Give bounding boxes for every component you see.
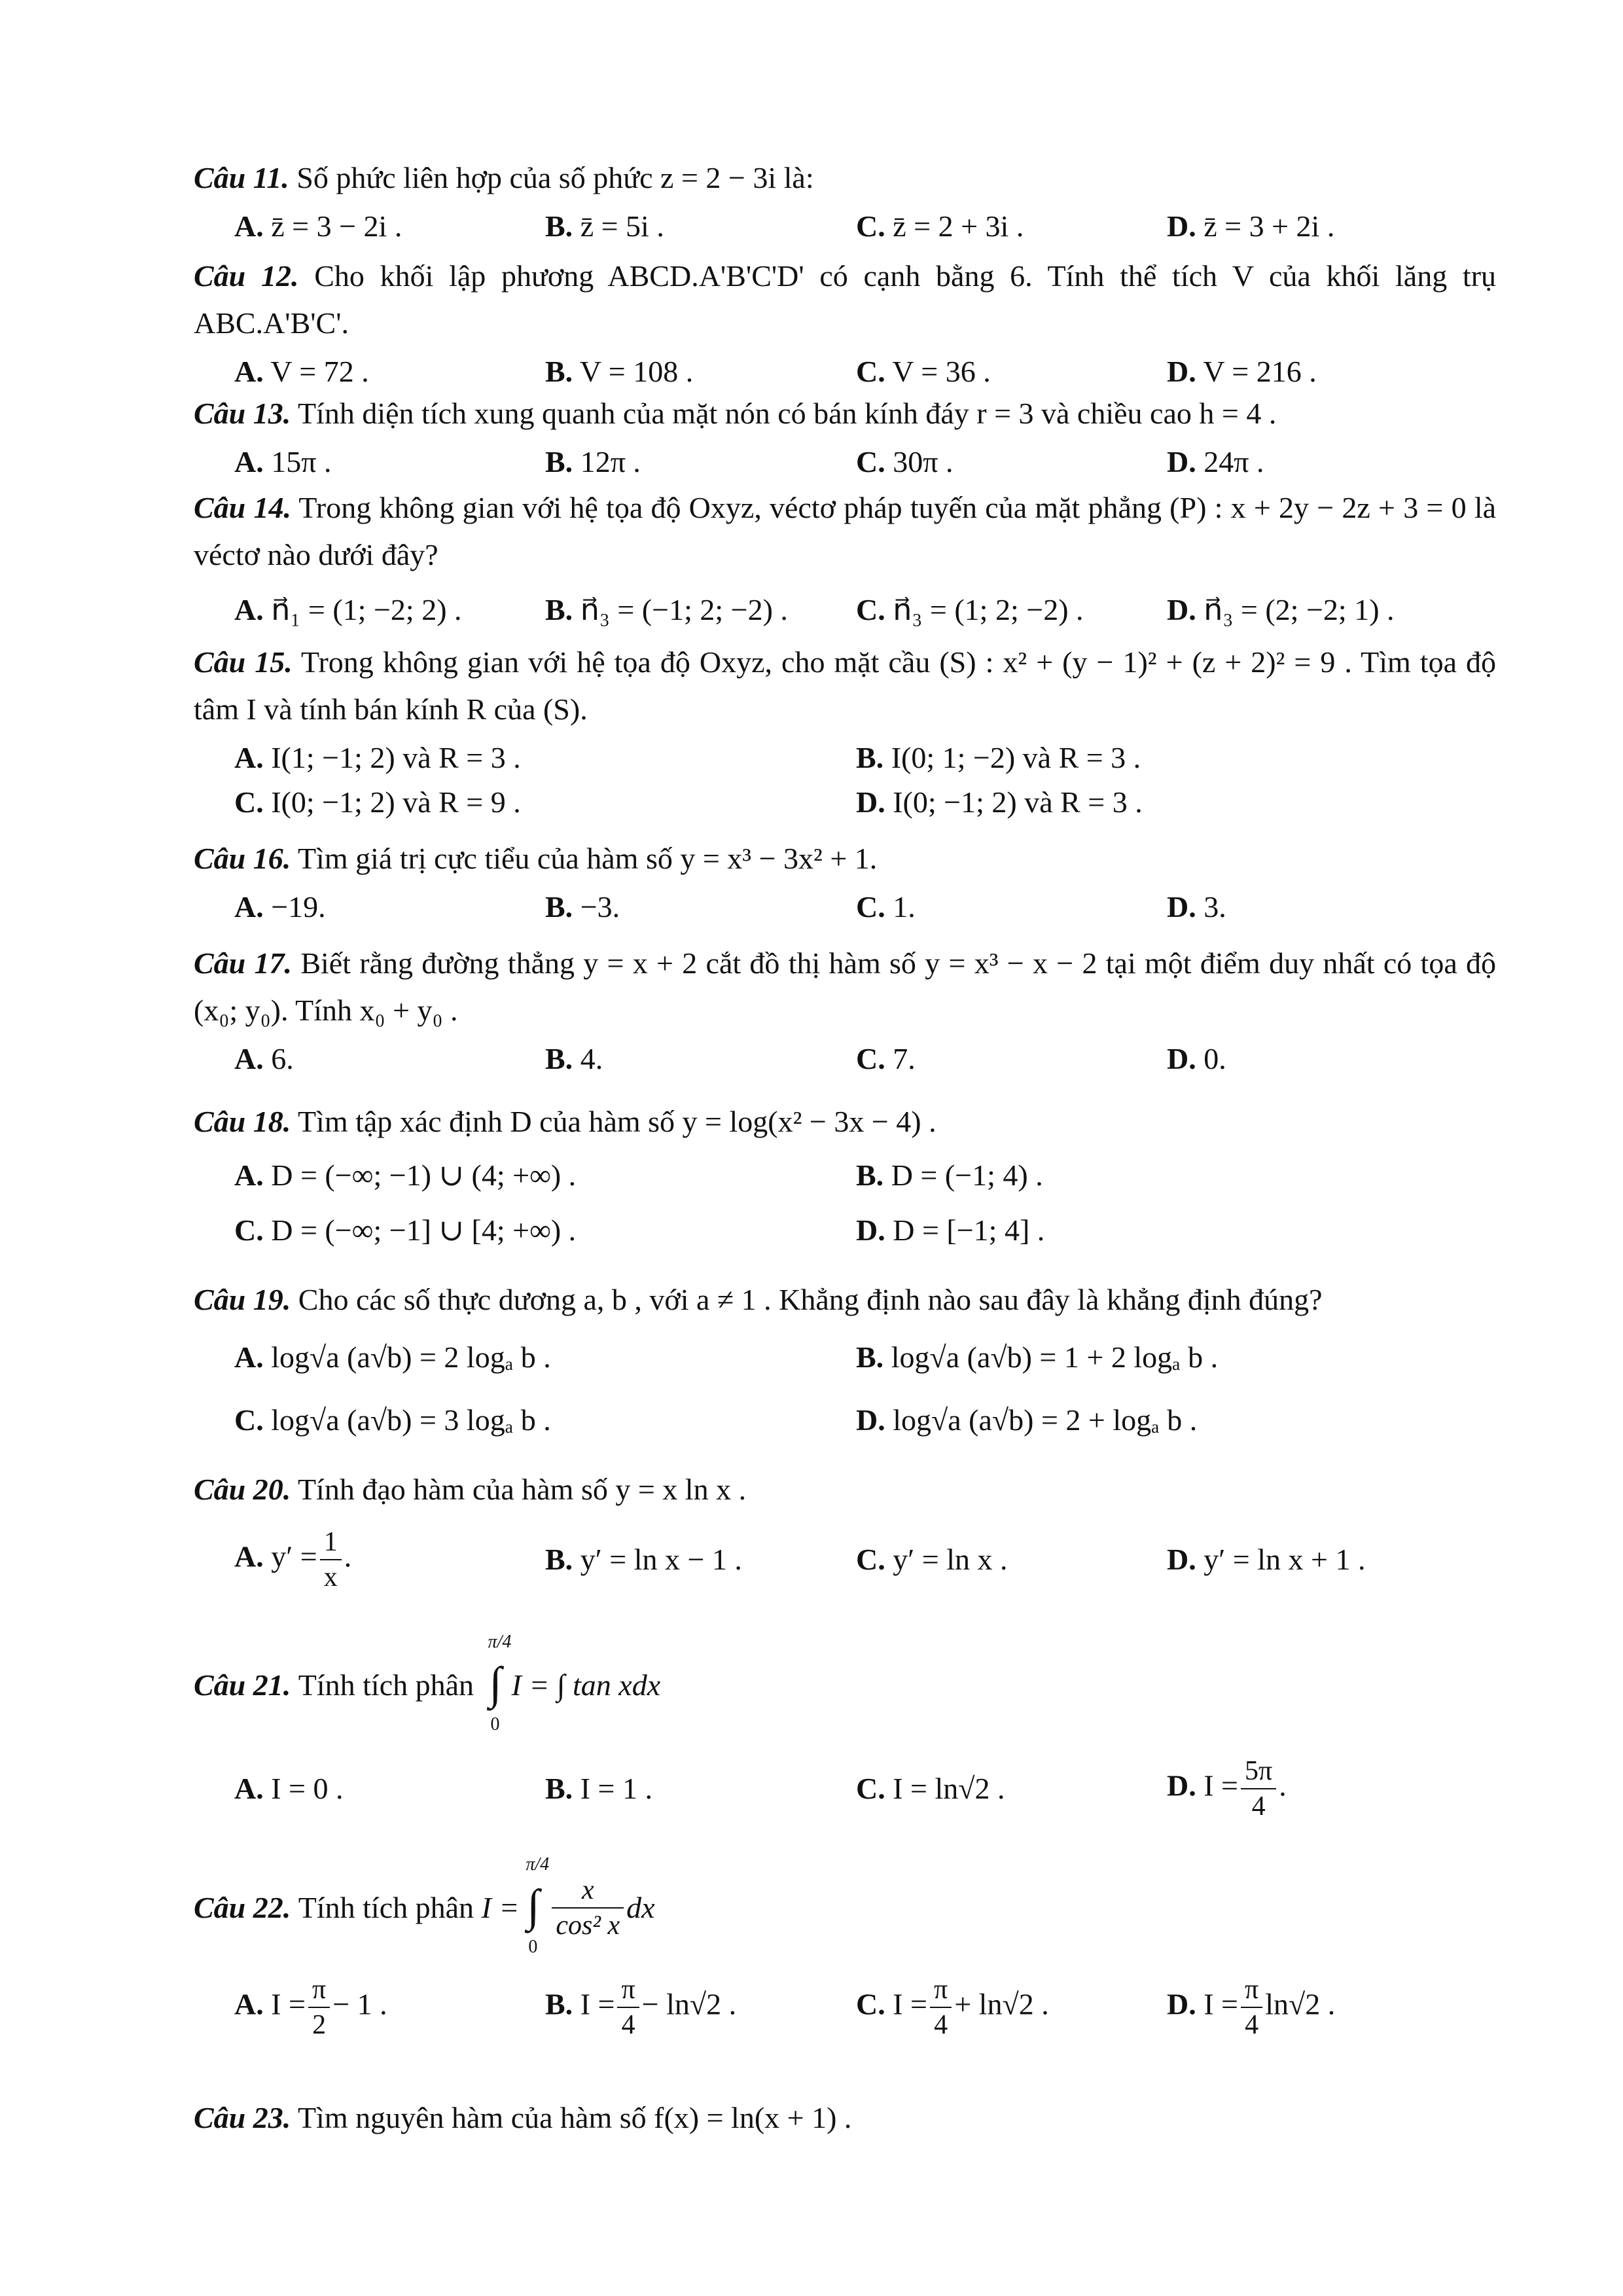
fraction: $\frac{\pi}{4}$ [930, 1973, 952, 2042]
question-14 [194, 484, 1496, 632]
option-c: C. z̄ = 2 + 3i . [856, 209, 1024, 243]
question-stem: Số phức liên hợp của số phức z = 2 − 3i là: [296, 161, 814, 194]
option-a: A. I = $\frac{\pi}{2}$ − 1 . [194, 1973, 505, 2042]
option-a: A. 15π . [234, 445, 332, 478]
question-label: Câu 13. [194, 397, 291, 430]
option-c: C. 7. [856, 1042, 916, 1075]
option-d: D. D = [−1; 4] . [856, 1213, 1045, 1247]
option-a: A. z̄ = 3 − 2i . [234, 209, 402, 243]
question-label: Câu 14. [194, 491, 291, 524]
option-b: B. y′ = ln x − 1 . [545, 1543, 742, 1576]
option-c: C. I = $\frac{\pi}{4}$ + ln√2 . [815, 1973, 1126, 2042]
option-d: D. 0. [1167, 1042, 1226, 1075]
option-b: B. −3. [545, 890, 620, 924]
option-d: D. n⃗₃ = (2; −2; 1) . [1167, 593, 1395, 626]
option-d: D. 24π . [1167, 445, 1264, 478]
question-stem: Tính đạo hàm của hàm số y = x ln x . [297, 1473, 747, 1506]
question-stem: Tính tích phân [298, 1668, 474, 1702]
option-a: A. log√a (a√b) = 2 logₐ b . [234, 1340, 551, 1374]
option-d: D. y′ = ln x + 1 . [1167, 1543, 1366, 1576]
option-a: A. I = 0 . [234, 1772, 344, 1805]
option-d: D. I = $\frac{\pi}{4}$ ln√2 . [1126, 1973, 1437, 2042]
option-b: B. I = $\frac{\pi}{4}$ − ln√2 . [505, 1973, 815, 2042]
option-a: A. y′ = $\frac{1}{x}$ . [194, 1525, 505, 1594]
option-c: C. n⃗₃ = (1; 2; −2) . [856, 593, 1084, 626]
option-a: A. D = (−∞; −1) ∪ (4; +∞) . [234, 1158, 577, 1192]
question-23 [194, 2094, 1496, 2142]
question-label: Câu 12. [194, 259, 299, 293]
question-17 [194, 940, 1496, 1081]
question-stem: Trong không gian với hệ tọa độ Oxyz, cho mặt cầu (S) : x² + (y − 1)² + (z + 2)² = 9 . Tìm tọa độ tâm I và tính bán kính R của (S). [194, 645, 1497, 726]
option-a: A. n⃗₁ = (1; −2; 2) . [234, 593, 462, 626]
option-a: A. V = 72 . [234, 355, 369, 388]
question-stem: Tìm giá trị cực tiểu của hàm số y = x³ − 3x² + 1. [297, 842, 878, 875]
option-a: A. I(1; −1; 2) và R = 3 . [234, 741, 521, 774]
option-b: B. I = 1 . [545, 1772, 652, 1805]
option-d: D. V = 216 . [1167, 355, 1317, 388]
option-d: D. I = $\frac{5\pi}{4}$ . [1126, 1754, 1437, 1823]
question-12 [194, 253, 1496, 394]
option-a: A. 6. [234, 1042, 294, 1075]
question-stem: Tìm tập xác định D của hàm số y = log(x² − 3x − 4) . [297, 1105, 936, 1138]
option-d: D. log√a (a√b) = 2 + logₐ b . [856, 1403, 1198, 1437]
question-label: Câu 15. [194, 645, 293, 679]
question-label: Câu 23. [194, 2101, 291, 2134]
question-label: Câu 21. [194, 1668, 291, 1702]
option-c: C. I(0; −1; 2) và R = 9 . [234, 785, 521, 819]
option-c: C. D = (−∞; −1] ∪ [4; +∞) . [234, 1213, 577, 1247]
question-stem: Tìm nguyên hàm của hàm số f(x) = ln(x + 1) . [297, 2101, 852, 2134]
question-label: Câu 19. [194, 1283, 291, 1316]
question-stem: Tính tích phân [298, 1891, 474, 1924]
option-c: C. log√a (a√b) = 3 logₐ b . [234, 1403, 551, 1437]
option-d: D. z̄ = 3 + 2i . [1167, 209, 1335, 243]
question-15 [194, 639, 1496, 825]
question-label: Câu 11. [194, 161, 289, 194]
question-stem: Cho khối lập phương ABCD.A'B'C'D' có cạnh bằng 6. Tính thể tích V của khối lăng trụ ABC.A'B'C'. [194, 259, 1497, 340]
option-b: B. D = (−1; 4) . [856, 1158, 1043, 1192]
option-d: D. I(0; −1; 2) và R = 3 . [856, 785, 1143, 819]
question-16 [194, 835, 1496, 929]
option-d: D. 3. [1167, 890, 1226, 924]
question-stem: Tính diện tích xung quanh của mặt nón có bán kính đáy r = 3 và chiều cao h = 4 . [297, 397, 1277, 430]
option-c: C. V = 36 . [856, 355, 991, 388]
fraction: $\frac{5\pi}{4}$ [1241, 1754, 1276, 1823]
option-b: B. I(0; 1; −2) và R = 3 . [856, 741, 1141, 774]
question-label: Câu 22. [194, 1891, 291, 1924]
question-stem: Trong không gian với hệ tọa độ Oxyz, véctơ pháp tuyến của mặt phẳng (P) : x + 2y − 2z + 3 = 0 là véctơ nào dưới đây? [194, 491, 1497, 571]
question-13 [194, 390, 1496, 484]
fraction: $\frac{1}{x}$ [320, 1525, 342, 1594]
option-b: B. n⃗₃ = (−1; 2; −2) . [545, 593, 788, 626]
question-18 [194, 1098, 1496, 1258]
option-b: B. log√a (a√b) = 1 + 2 logₐ b . [856, 1340, 1219, 1374]
question-label: Câu 18. [194, 1105, 291, 1138]
question-label: Câu 20. [194, 1473, 291, 1506]
option-c: C. 30π . [856, 445, 954, 478]
fraction: $\frac{\pi}{4}$ [1241, 1973, 1262, 2042]
integral-sign: π/4 ∫ 0 [488, 1632, 512, 1734]
fraction: $\frac{\pi}{2}$ [308, 1973, 330, 2042]
option-c: C. I = ln√2 . [856, 1772, 1005, 1805]
integrand-fraction: $\frac{x}{\text{cos² x}}$ [552, 1873, 624, 1943]
option-b: B. 12π . [545, 445, 641, 478]
option-c: C. y′ = ln x . [856, 1543, 1008, 1576]
question-stem: Biết rằng đường thẳng y = x + 2 cắt đồ thị hàm số y = x³ − x − 2 tại một điểm duy nhất có tọa độ (x₀; y₀). Tính x₀ + y₀ . [194, 946, 1497, 1027]
question-11 [194, 154, 1496, 249]
fraction: $\frac{\pi}{4}$ [617, 1973, 639, 2042]
integrand: I = ∫ tan xdx [511, 1668, 661, 1702]
option-a: A. −19. [234, 890, 326, 924]
question-19 [194, 1276, 1496, 1452]
question-20 [194, 1466, 1496, 1594]
question-label: Câu 16. [194, 842, 291, 875]
question-21 [194, 1632, 1496, 1823]
option-b: B. 4. [545, 1042, 603, 1075]
integral-sign: π/4 ∫ 0 [526, 1854, 550, 1957]
question-stem: Cho các số thực dương a, b , với a ≠ 1 . Khẳng định nào sau đây là khẳng định đúng? [298, 1283, 1323, 1316]
option-b: B. V = 108 . [545, 355, 694, 388]
question-label: Câu 17. [194, 946, 293, 980]
question-22: Câu 22. Tính tích phân I = π/4 ∫ 0 $\frac{x}{\text{cos² x}}$ dx A. I = $\frac{\pi}{2}$ − 1 . B. I = $\frac{\pi}{4}$ − ln√2 . C. I = $\frac{\pi}{4}$ + ln√2 . D. I = $\frac{\pi}{4}$ ln√2 . [194, 1859, 1496, 2042]
option-b: B. z̄ = 5i . [545, 209, 664, 243]
option-c: C. 1. [856, 890, 916, 924]
